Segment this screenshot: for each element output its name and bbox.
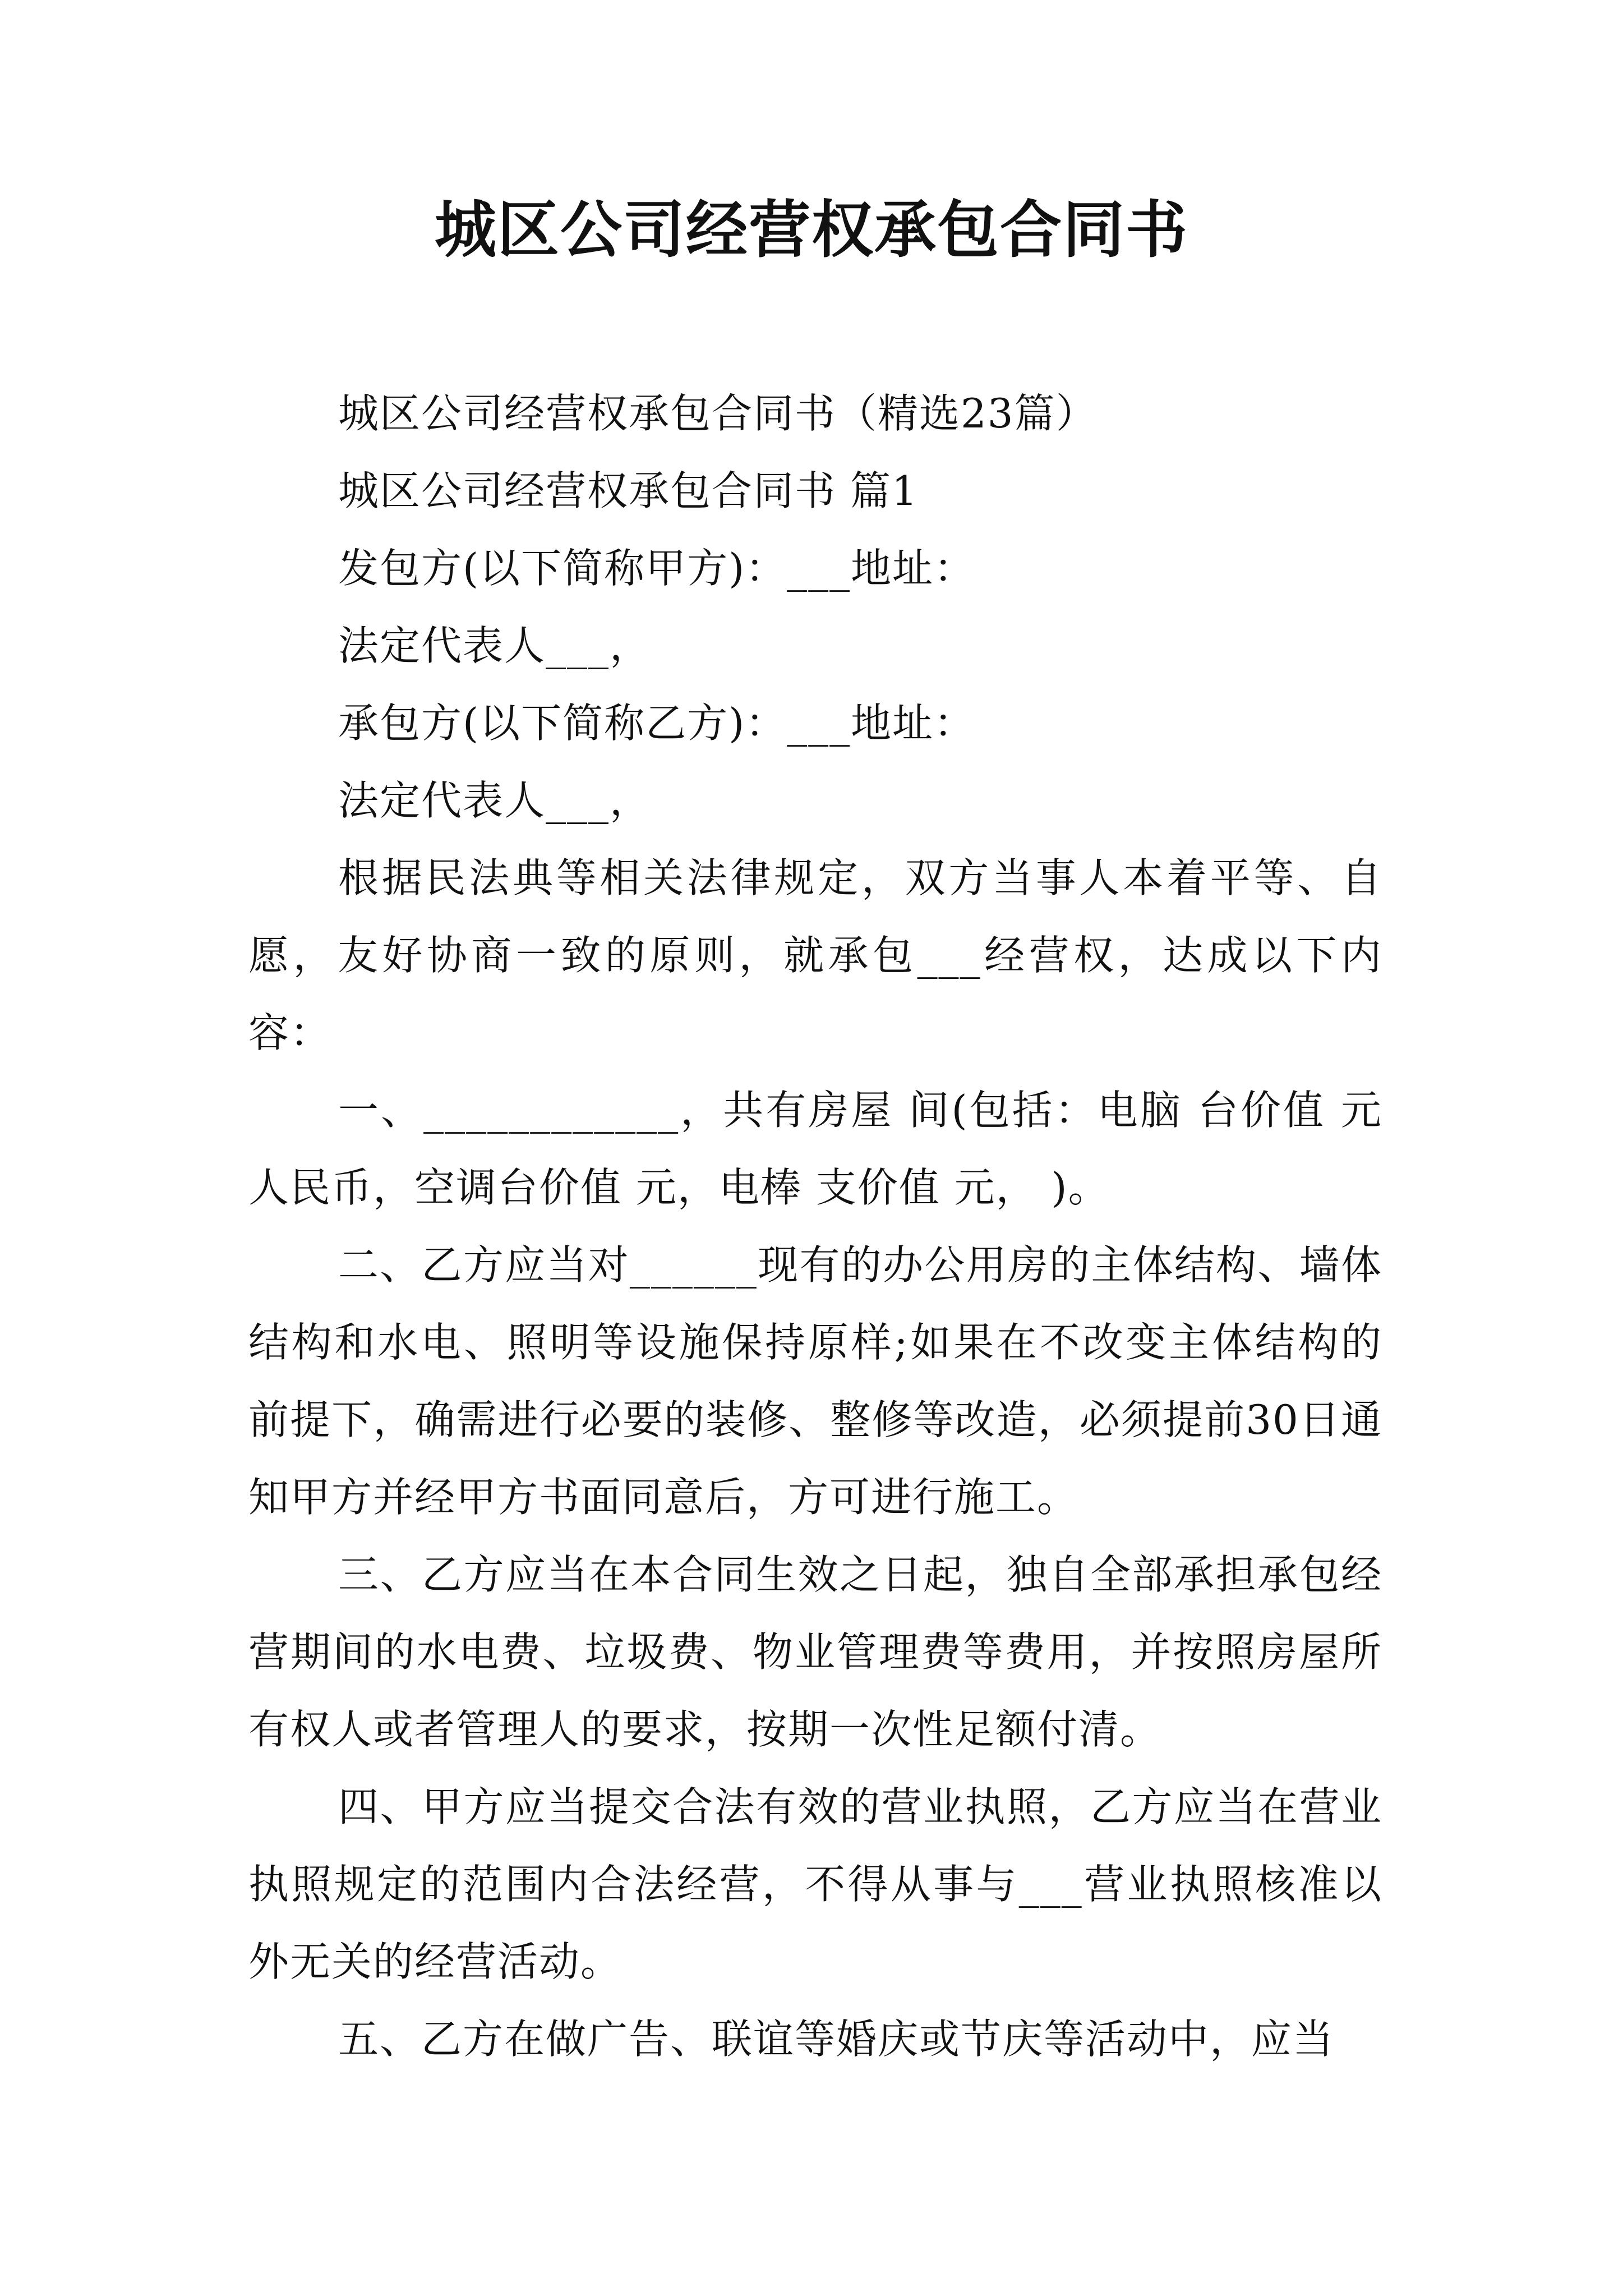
- paragraph-party-b-representative: 法定代表人___，: [338, 777, 652, 824]
- paragraph-party-a-representative: 法定代表人___，: [338, 622, 652, 669]
- paragraph-article-heading: 城区公司经营权承包合同书 篇1: [338, 467, 919, 514]
- paragraph-preamble: 根据民法典等相关法律规定，双方当事人本着平等、自愿，友好协商一致的原则，就承包___经营权，达成以下内容：: [248, 854, 1382, 1056]
- paragraph-clause-1: 一、____________，共有房屋 间(包括：电脑 台价值 元人民币，空调台价值 元，电棒 支价值 元， )。: [248, 1087, 1382, 1211]
- paragraph-clause-3: 三、乙方应当在本合同生效之日起，独自全部承担承包经营期间的水电费、垃圾费、物业管理费等费用，并按照房屋所有权人或者管理人的要求，按期一次性足额付清。: [248, 1551, 1382, 1753]
- paragraph-party-a: 发包方(以下简称甲方)：___地址：: [338, 545, 976, 592]
- paragraph-clause-4: 四、甲方应当提交合法有效的营业执照，乙方应当在营业执照规定的范围内合法经营，不得从事与___营业执照核准以外无关的经营活动。: [248, 1783, 1382, 1985]
- paragraph-clause-5: 五、乙方在做广告、联谊等婚庆或节庆等活动中，应当: [338, 2016, 1335, 2063]
- document-body: [248, 375, 1382, 2078]
- paragraph-clause-2: 二、乙方应当对______现有的办公用房的主体结构、墙体结构和水电、照明等设施保持原样;如果在不改变主体结构的前提下，确需进行必要的装修、整修等改造，必须提前30日通知甲方并经甲方书面同意后，方可进行施工。: [248, 1241, 1382, 1521]
- paragraph-collection-title: 城区公司经营权承包合同书（精选23篇）: [338, 390, 1098, 437]
- document-title: 城区公司经营权承包合同书: [435, 194, 1188, 266]
- paragraph-party-b: 承包方(以下简称乙方)：___地址：: [338, 700, 976, 747]
